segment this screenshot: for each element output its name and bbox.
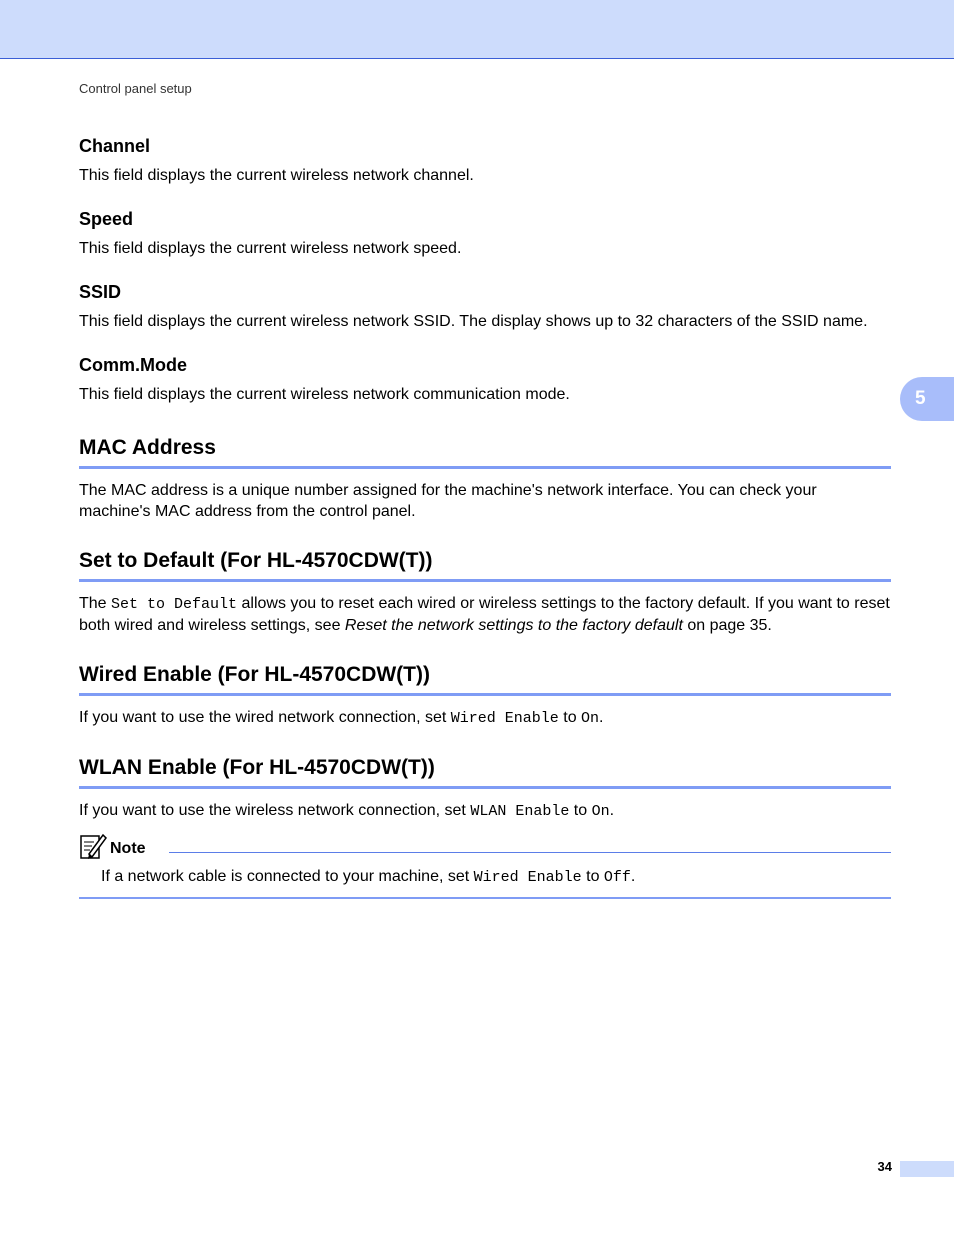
- field-speed: [79, 208, 891, 259]
- text-run: If a network cable is connected to your machine, set: [101, 868, 474, 885]
- field-title: Speed: [79, 209, 134, 229]
- text-run: If you want to use the wired network connection, set: [79, 709, 451, 726]
- footer-band: [900, 1161, 954, 1177]
- chapter-tab: 5: [900, 377, 954, 421]
- section-heading: Wired Enable (For HL-4570CDW(T)): [79, 662, 891, 696]
- section-mac-address: [79, 435, 891, 522]
- field-description: This field displays the current wireless network communication mode.: [79, 386, 570, 403]
- text-run: The: [79, 595, 112, 612]
- note-pencil-icon: [79, 832, 107, 865]
- menu-setting-code: Wired Enable: [450, 710, 559, 727]
- section-wlan-enable: [79, 755, 891, 822]
- page-content: [79, 135, 891, 899]
- header-band: [0, 0, 954, 59]
- section-text: [79, 707, 891, 729]
- note-body: [79, 862, 891, 899]
- breadcrumb: Control panel setup: [79, 81, 192, 96]
- field-ssid: [79, 281, 891, 332]
- field-description: This field displays the current wireless network speed.: [79, 240, 462, 257]
- cross-reference-link[interactable]: Reset the network settings to the factory default: [344, 617, 683, 634]
- field-title: Channel: [79, 136, 151, 156]
- field-description: This field displays the current wireless network SSID. The display shows up to 32 characters of the SSID name.: [79, 313, 868, 330]
- text-run: allows you to reset each wired or wireless settings to the factory default. If you want to reset both wired and wireless settings, see: [79, 595, 890, 634]
- section-heading: MAC Address: [79, 435, 891, 469]
- text-run: on page 35.: [682, 617, 772, 634]
- section-text: The MAC address is a unique number assigned for the machine's network interface. You can check your machine's MAC address from the control panel.: [79, 482, 817, 520]
- text-run: .: [630, 868, 636, 885]
- menu-value-code: On: [581, 710, 600, 727]
- menu-setting-code: Wired Enable: [473, 869, 582, 886]
- section-text: [79, 593, 891, 636]
- text-run: If you want to use the wireless network connection, set: [79, 802, 471, 819]
- note-text: [101, 866, 891, 888]
- text-run: .: [609, 802, 615, 819]
- menu-value-code: Off: [603, 869, 631, 886]
- note-label: Note: [110, 840, 146, 857]
- section-heading: WLAN Enable (For HL-4570CDW(T)): [79, 755, 891, 789]
- menu-setting-code: Set to Default: [111, 596, 238, 613]
- page-number: 34: [877, 1159, 892, 1174]
- field-title: Comm.Mode: [79, 355, 187, 375]
- text-run: to: [581, 868, 604, 885]
- section-set-to-default: [79, 548, 891, 636]
- text-run: to: [569, 802, 592, 819]
- field-channel: [79, 135, 891, 186]
- section-wired-enable: [79, 662, 891, 729]
- field-title: SSID: [79, 282, 122, 302]
- text-run: .: [599, 709, 604, 726]
- field-description: This field displays the current wireless network channel.: [79, 167, 474, 184]
- menu-setting-code: WLAN Enable: [470, 803, 570, 820]
- menu-value-code: On: [591, 803, 610, 820]
- section-heading: Set to Default (For HL-4570CDW(T)): [79, 548, 891, 582]
- note-divider: [169, 852, 891, 853]
- text-run: to: [558, 709, 582, 726]
- note-box: [79, 832, 891, 899]
- section-text: [79, 800, 891, 822]
- note-header: [79, 832, 891, 862]
- field-comm-mode: [79, 354, 891, 405]
